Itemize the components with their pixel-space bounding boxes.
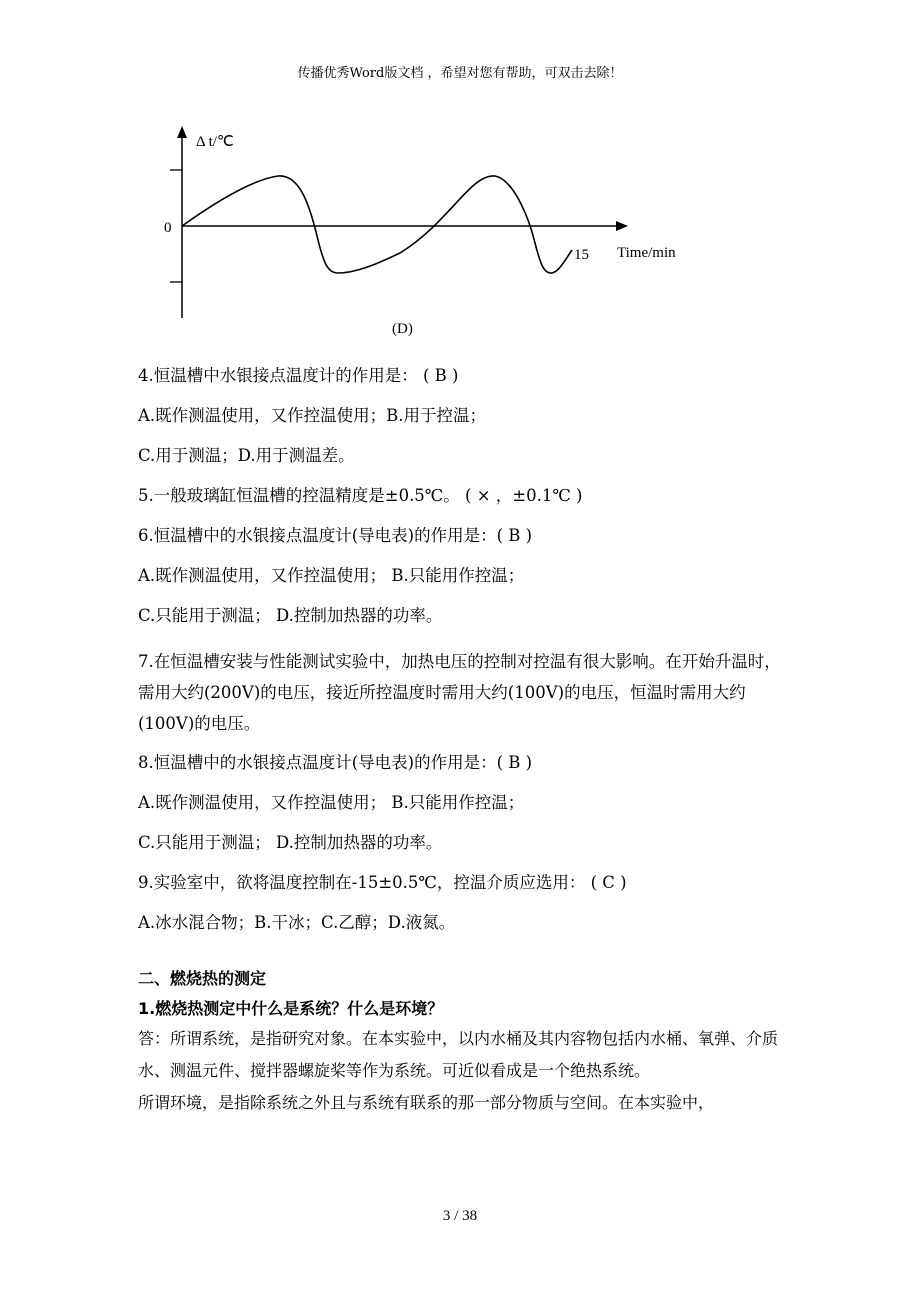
question-6: 6.恒温槽中的水银接点温度计(导电表)的作用是：( B ) <box>138 526 533 545</box>
figure-caption: (D) <box>392 321 413 337</box>
section-title: 二、燃烧热的测定 <box>138 969 267 988</box>
question-6-options-2: C.只能用于测温； D.控制加热器的功率。 <box>138 606 443 625</box>
page-header: 传播优秀Word版文档 ，希望对您有帮助，可双击去除！ <box>297 66 623 81</box>
question-4-options-2: C.用于测温；D.用于测温差。 <box>138 446 355 465</box>
question-5: 5.一般玻璃缸恒温槽的控温精度是±0.5℃。 ( × ，±0.1℃ ) <box>138 486 583 505</box>
temperature-curve <box>182 176 572 273</box>
question-8-options-1: A.既作测温使用，又作控温使用； B.只能用作控温； <box>138 793 525 812</box>
question-6-options-1: A.既作测温使用，又作控温使用； B.只能用作控温； <box>138 566 525 585</box>
page-number: 3 / 38 <box>442 1208 478 1224</box>
y-axis-arrow <box>177 126 187 138</box>
question-9-options: A.冰水混合物；B.干冰；C.乙醇；D.液氮。 <box>138 913 456 932</box>
y-axis-label: Δ t/℃ <box>196 134 234 150</box>
x-axis-label: Time/min <box>617 245 676 261</box>
question-9: 9.实验室中，欲将温度控制在-15±0.5℃，控温介质应选用： ( C ) <box>138 873 627 892</box>
section-question: 1.燃烧热测定中什么是系统？什么是环境？ <box>138 999 444 1018</box>
question-4: 4.恒温槽中水银接点温度计的作用是： ( B ) <box>138 366 459 385</box>
x-axis-arrow <box>616 221 628 231</box>
document-body <box>138 360 788 1119</box>
origin-label: 0 <box>164 220 172 236</box>
temperature-time-figure <box>150 118 710 350</box>
answer-paragraph-2: 所谓环境，是指除系统之外且与系统有联系的那一部分物质与空间。在本实验中， <box>138 1093 715 1112</box>
question-8: 8.恒温槽中的水银接点温度计(导电表)的作用是：( B ) <box>138 753 533 772</box>
answer-paragraph-1: 答：所谓系统，是指研究对象。在本实验中，以内水桶及其内容物包括内水桶、氧弹、介质水、测温元件、搅拌器螺旋桨等作为系统。可近似看成是一个绝热系统。 <box>138 1029 779 1080</box>
question-4-options-1: A.既作测温使用，又作控温使用；B.用于控温； <box>138 406 487 425</box>
question-8-options-2: C.只能用于测温； D.控制加热器的功率。 <box>138 833 443 852</box>
question-7: 7.在恒温槽安装与性能测试实验中，加热电压的控制对控温有很大影响。在开始升温时，需用大约(200V)的电压，接近所控温度时需用大约(100V)的电压，恒温时需用大约(100V)的电压。 <box>138 652 781 733</box>
x-tick-label: 15 <box>574 247 589 263</box>
